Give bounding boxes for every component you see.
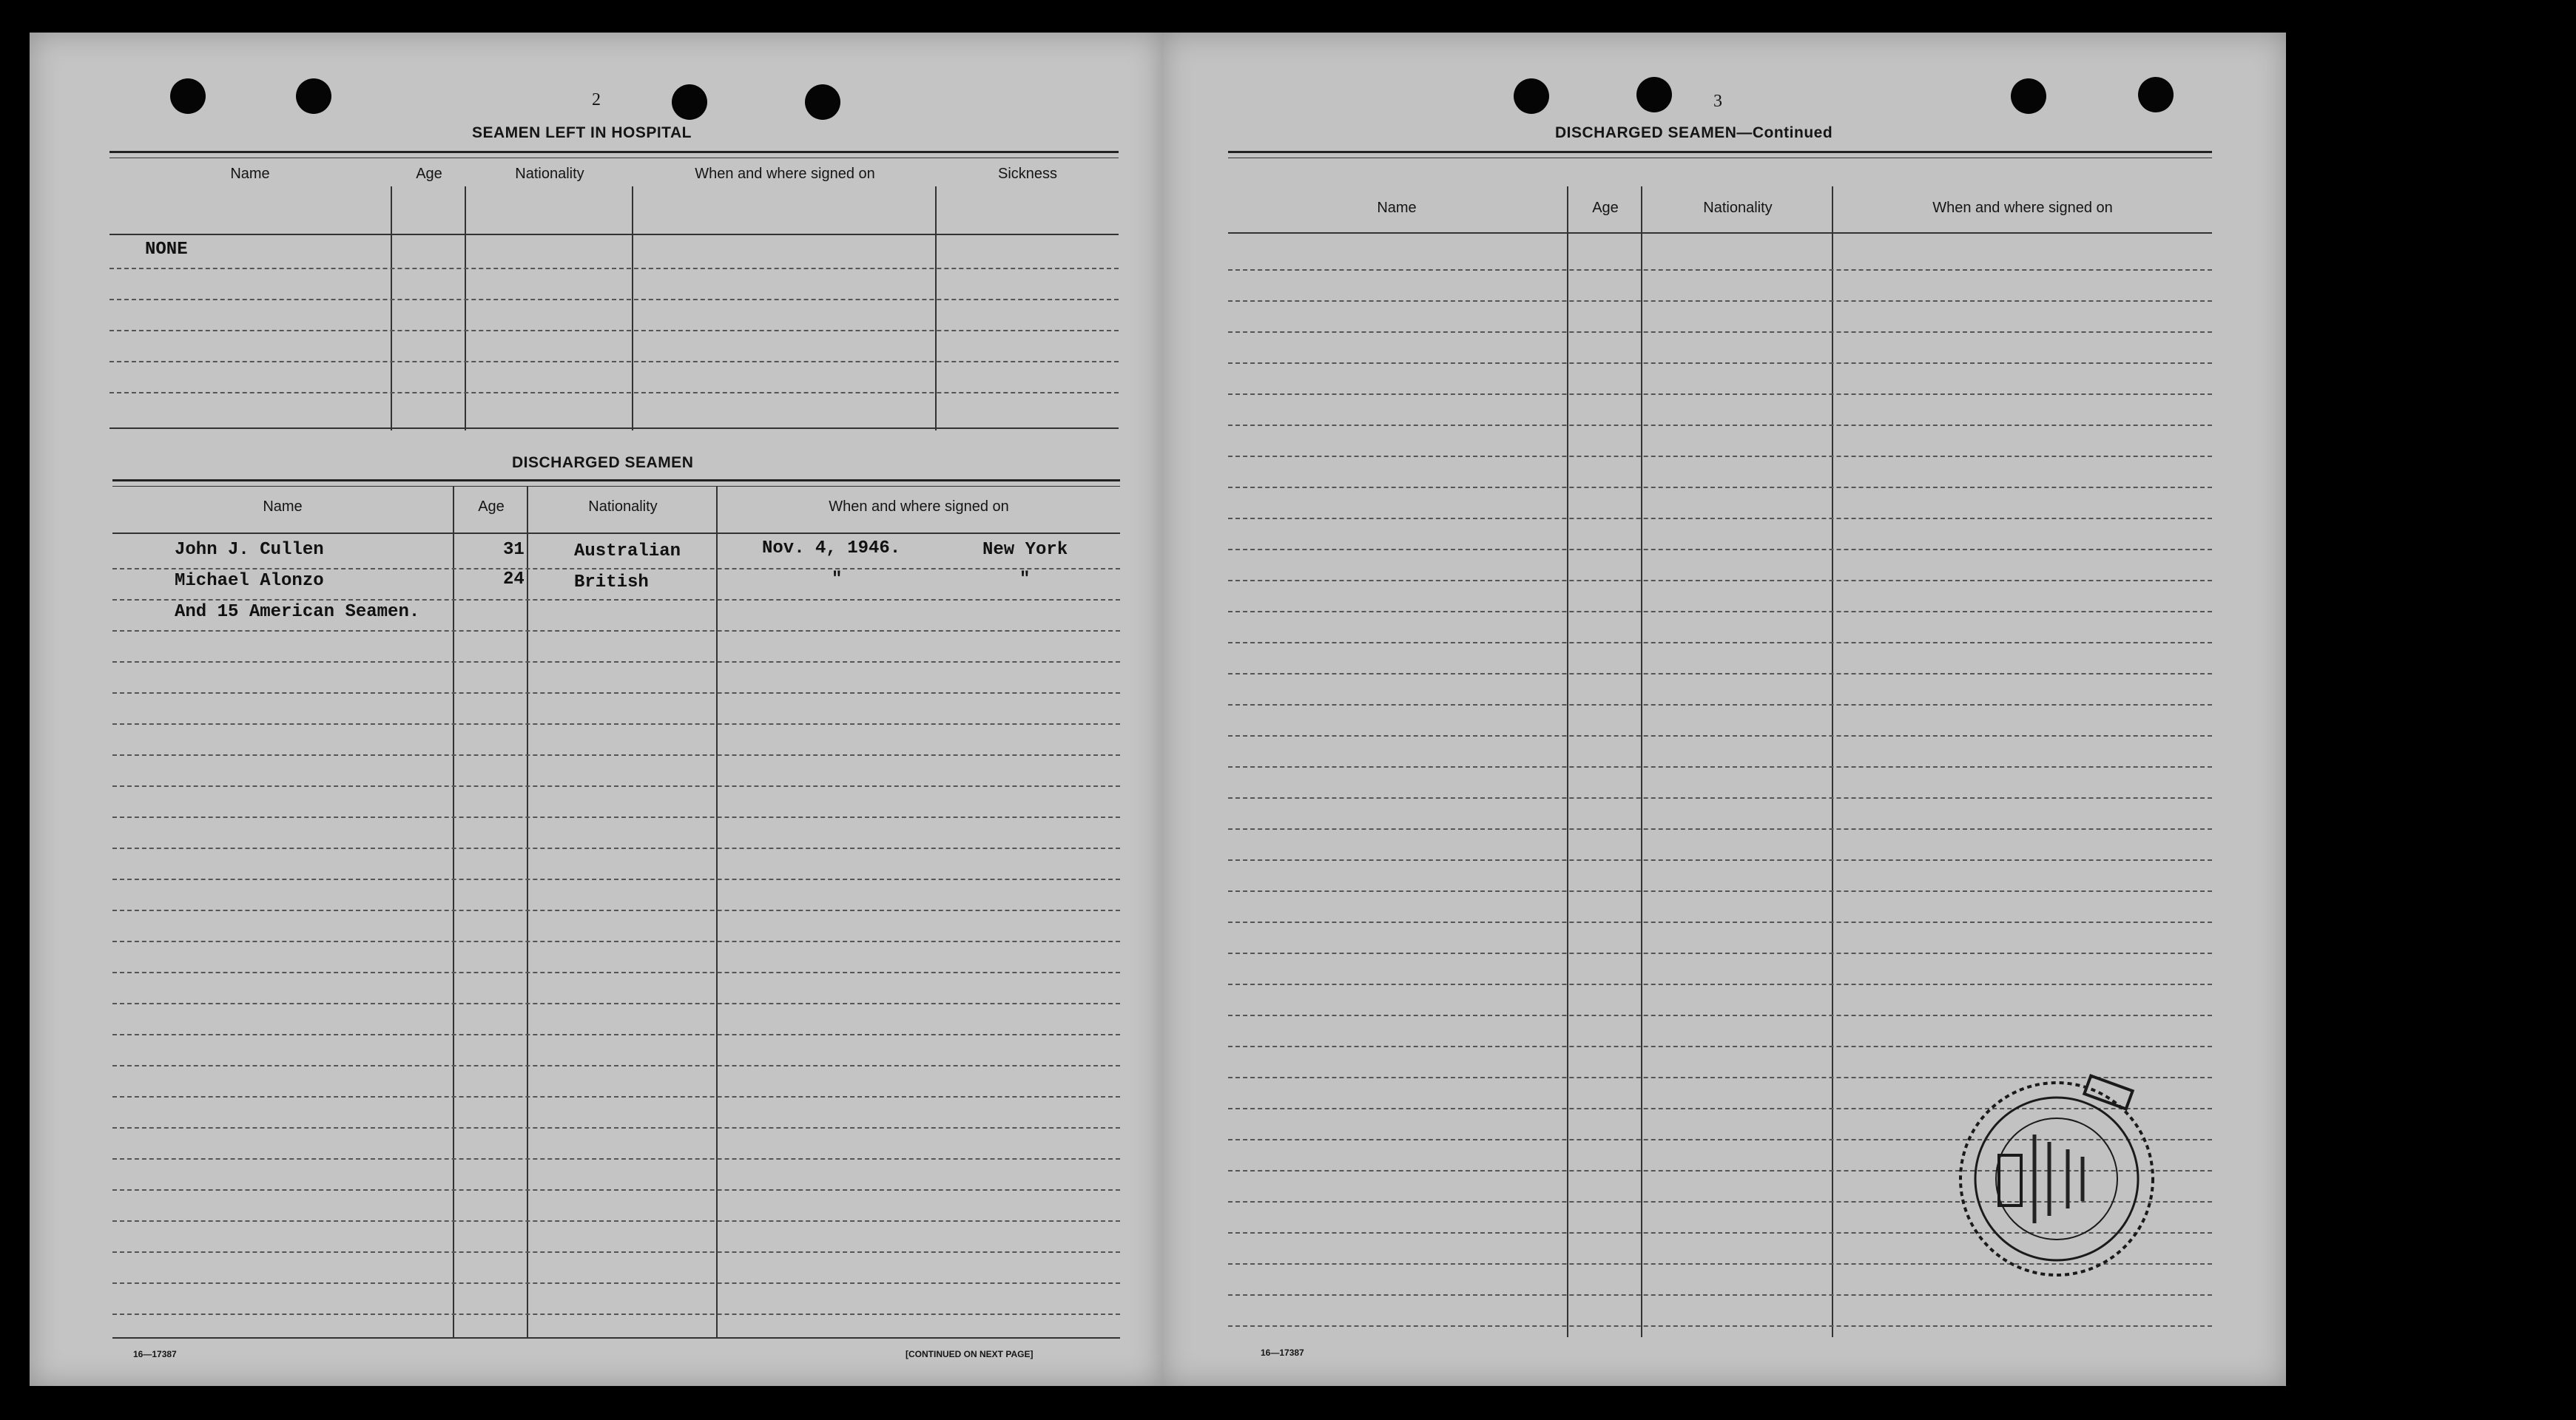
seaman-age: 31: [503, 540, 525, 560]
row-rule: [112, 816, 1120, 818]
col-header-signed-on: When and where signed on: [695, 166, 875, 182]
row-rule: [1228, 331, 2212, 333]
page-number: 2: [592, 90, 601, 109]
column-divider: [1832, 186, 1833, 1337]
row-rule: [1228, 704, 2212, 706]
row-rule: [112, 1282, 1120, 1284]
row-rule: [1228, 456, 2212, 457]
postmark-stamp: [1946, 1068, 2168, 1290]
row-rule: [112, 723, 1120, 725]
signed-on-place: New York: [982, 540, 1068, 560]
row-rule: [1228, 890, 2212, 892]
continued-note: [CONTINUED ON NEXT PAGE]: [906, 1349, 1034, 1359]
row-rule: [1228, 1325, 2212, 1327]
row-rule: [1228, 953, 2212, 954]
left-page: [30, 33, 1161, 1386]
punch-hole: [296, 78, 331, 114]
row-rule: [1228, 518, 2212, 519]
seaman-name: John J. Cullen: [175, 540, 324, 560]
col-header-age: Age: [1592, 200, 1619, 216]
row-rule: [112, 972, 1120, 973]
row-rule: [1228, 580, 2212, 581]
row-rule: [1228, 611, 2212, 612]
header-rule: [112, 532, 1120, 534]
column-divider: [716, 487, 718, 1339]
header-rule: [109, 234, 1119, 235]
row-rule: [109, 268, 1119, 269]
row-rule: [1228, 487, 2212, 488]
row-rule: [1228, 766, 2212, 768]
seaman-name: And 15 American Seamen.: [175, 602, 420, 622]
signed-on-date: Nov. 4, 1946.: [762, 538, 901, 558]
row-rule: [1228, 642, 2212, 643]
punch-hole: [2138, 77, 2174, 112]
seaman-name: Michael Alonzo: [175, 571, 324, 591]
row-rule: [112, 879, 1120, 880]
column-divider: [527, 487, 528, 1339]
hospital-entry: NONE: [145, 240, 188, 260]
row-rule: [1228, 922, 2212, 923]
discharged-section-title: DISCHARGED SEAMEN: [512, 454, 694, 471]
col-header-signed-on: When and where signed on: [829, 498, 1009, 515]
row-rule: [112, 692, 1120, 694]
row-rule: [112, 1096, 1120, 1098]
signed-on-date: ": [832, 569, 843, 589]
row-rule: [112, 941, 1120, 942]
col-header-age: Age: [478, 498, 505, 515]
hospital-table: [109, 151, 1119, 432]
column-divider: [391, 186, 392, 430]
row-rule: [1228, 425, 2212, 426]
row-rule: [112, 1189, 1120, 1191]
column-divider: [935, 186, 937, 430]
table-bottom-rule: [109, 427, 1119, 429]
punch-hole: [170, 78, 206, 114]
col-header-signed-on: When and where signed on: [1932, 200, 2113, 216]
punch-hole: [672, 84, 707, 120]
row-rule: [112, 1003, 1120, 1004]
row-rule: [112, 599, 1120, 601]
row-rule: [1228, 1294, 2212, 1296]
signed-on-place: ": [1019, 569, 1031, 589]
row-rule: [1228, 549, 2212, 550]
row-rule: [112, 1251, 1120, 1253]
header-rule: [1228, 232, 2212, 234]
row-rule: [112, 754, 1120, 756]
page-number: 3: [1713, 92, 1722, 111]
punch-hole: [1514, 78, 1549, 114]
table-top-rule: [1228, 151, 2212, 158]
column-divider: [632, 186, 633, 430]
row-rule: [109, 392, 1119, 393]
row-rule: [112, 630, 1120, 632]
table-bottom-rule: [112, 1337, 1120, 1339]
col-header-nationality: Nationality: [1703, 200, 1773, 216]
discharged-continued-title: [1555, 124, 1832, 142]
title-main: DISCHARGED SEAMEN: [1555, 124, 1737, 141]
row-rule: [1228, 300, 2212, 302]
col-header-name: Name: [230, 166, 270, 182]
row-rule: [1228, 984, 2212, 985]
seaman-nationality: British: [574, 572, 649, 592]
seaman-age: 24: [503, 569, 525, 589]
punch-hole: [1636, 77, 1672, 112]
row-rule: [1228, 393, 2212, 395]
column-divider: [465, 186, 466, 430]
row-rule: [1228, 1015, 2212, 1016]
column-divider: [453, 487, 454, 1339]
right-page: [1161, 33, 2286, 1386]
col-header-name: Name: [263, 498, 303, 515]
row-rule: [112, 1158, 1120, 1160]
col-header-sickness: Sickness: [997, 166, 1058, 182]
punch-hole: [805, 84, 840, 120]
col-header-name: Name: [1377, 200, 1417, 216]
row-rule: [112, 661, 1120, 663]
row-rule: [1228, 735, 2212, 737]
title-suffix: —Continued: [1736, 124, 1833, 141]
column-divider: [1567, 186, 1568, 1337]
row-rule: [109, 330, 1119, 331]
row-rule: [1228, 797, 2212, 799]
row-rule: [1228, 859, 2212, 861]
col-header-nationality: Nationality: [515, 166, 584, 182]
table-top-rule: [112, 479, 1120, 487]
row-rule: [112, 1314, 1120, 1315]
row-rule: [112, 1065, 1120, 1066]
row-rule: [1228, 269, 2212, 271]
punch-hole: [2011, 78, 2046, 114]
discharged-table: [112, 479, 1120, 1342]
table-top-rule: [109, 151, 1119, 158]
column-divider: [1641, 186, 1642, 1337]
row-rule: [1228, 828, 2212, 830]
col-header-nationality: Nationality: [588, 498, 658, 515]
form-code: 16—17387: [1261, 1348, 1304, 1358]
row-rule: [1228, 1046, 2212, 1047]
row-rule: [112, 910, 1120, 911]
row-rule: [112, 1220, 1120, 1222]
form-code: 16—17387: [133, 1349, 177, 1359]
row-rule: [112, 1127, 1120, 1129]
row-rule: [112, 848, 1120, 849]
row-rule: [1228, 673, 2212, 674]
row-rule: [109, 299, 1119, 300]
hospital-section-title: SEAMEN LEFT IN HOSPITAL: [472, 124, 692, 141]
row-rule: [1228, 362, 2212, 364]
row-rule: [112, 1034, 1120, 1035]
row-rule: [112, 785, 1120, 787]
row-rule: [109, 361, 1119, 362]
col-header-age: Age: [416, 166, 442, 182]
row-rule: [112, 568, 1120, 569]
seaman-nationality: Australian: [574, 541, 681, 561]
